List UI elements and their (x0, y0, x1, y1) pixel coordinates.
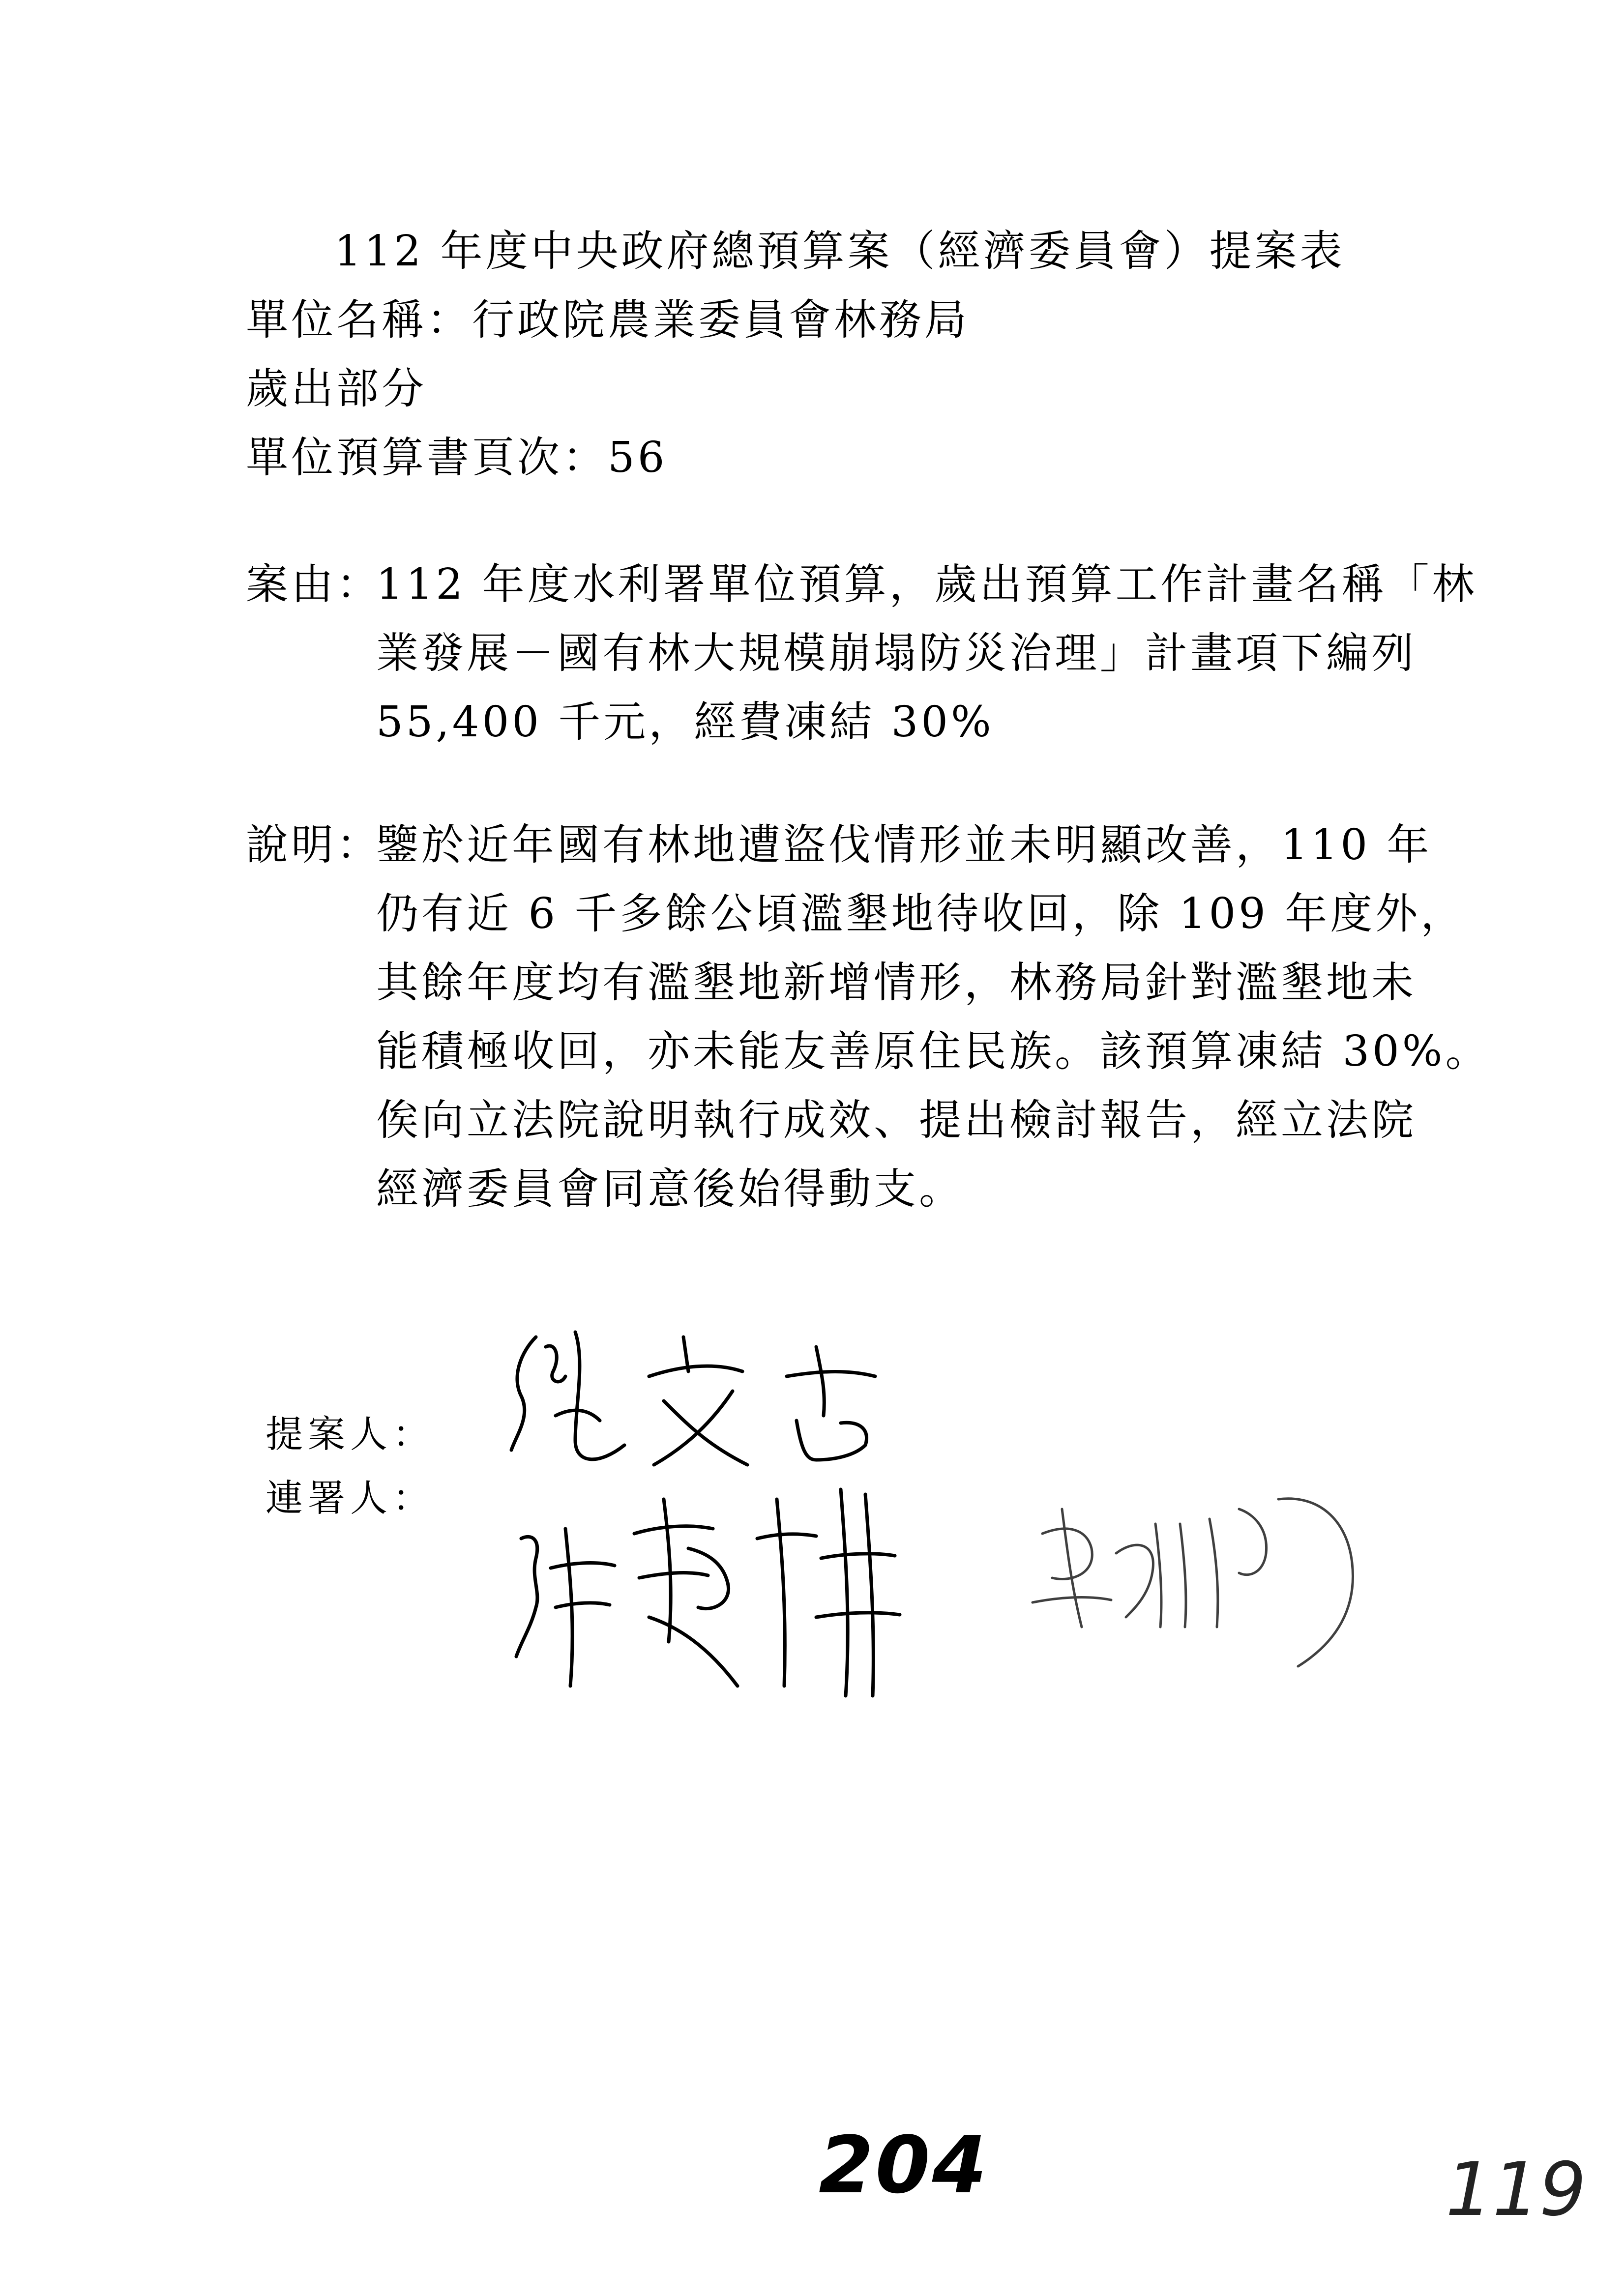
explanation-label: 說明： (246, 820, 382, 870)
reason-line: 112 年度水利署單位預算，歲出預算工作計畫名稱「林 (376, 560, 1477, 609)
sheet-number: 119 (1446, 2147, 1587, 2233)
explanation-line: 仍有近 6 千多餘公頃濫墾地待收回，除 109 年度外， (376, 889, 1466, 938)
cosigner-label: 連署人： (266, 1476, 435, 1520)
explanation-line: 鑒於近年國有林地遭盜伐情形並未明顯改善，110 年 (376, 820, 1432, 870)
explanation-line: 能積極收回，亦未能友善原住民族。該預算凍結 30%。 (376, 1027, 1491, 1076)
cosigner-signature-1 (502, 1480, 944, 1715)
explanation-line: 經濟委員會同意後始得動支。 (376, 1164, 964, 1214)
page-number: 204 (819, 2119, 989, 2211)
reason-line: 55,400 千元，經費凍結 30% (376, 698, 994, 747)
cosigner-signature-2 (1023, 1480, 1377, 1696)
explanation-line: 其餘年度均有濫墾地新增情形，林務局針對濫墾地未 (376, 958, 1417, 1007)
proposer-label: 提案人： (266, 1412, 435, 1456)
explanation-line: 俟向立法院說明執行成效、提出檢討報告，經立法院 (376, 1096, 1417, 1145)
proposer-signature (502, 1317, 944, 1484)
reason-line: 業發展－國有林大規模崩塌防災治理」計畫項下編列 (376, 629, 1417, 678)
document-title: 112 年度中央政府總預算案（經濟委員會）提案表 (334, 227, 1345, 276)
unit-name: 單位名稱：行政院農業委員會林務局 (246, 295, 970, 345)
budget-page-reference: 單位預算書頁次：56 (246, 433, 668, 482)
section-label: 歲出部分 (246, 364, 427, 413)
reason-label: 案由： (246, 560, 382, 609)
